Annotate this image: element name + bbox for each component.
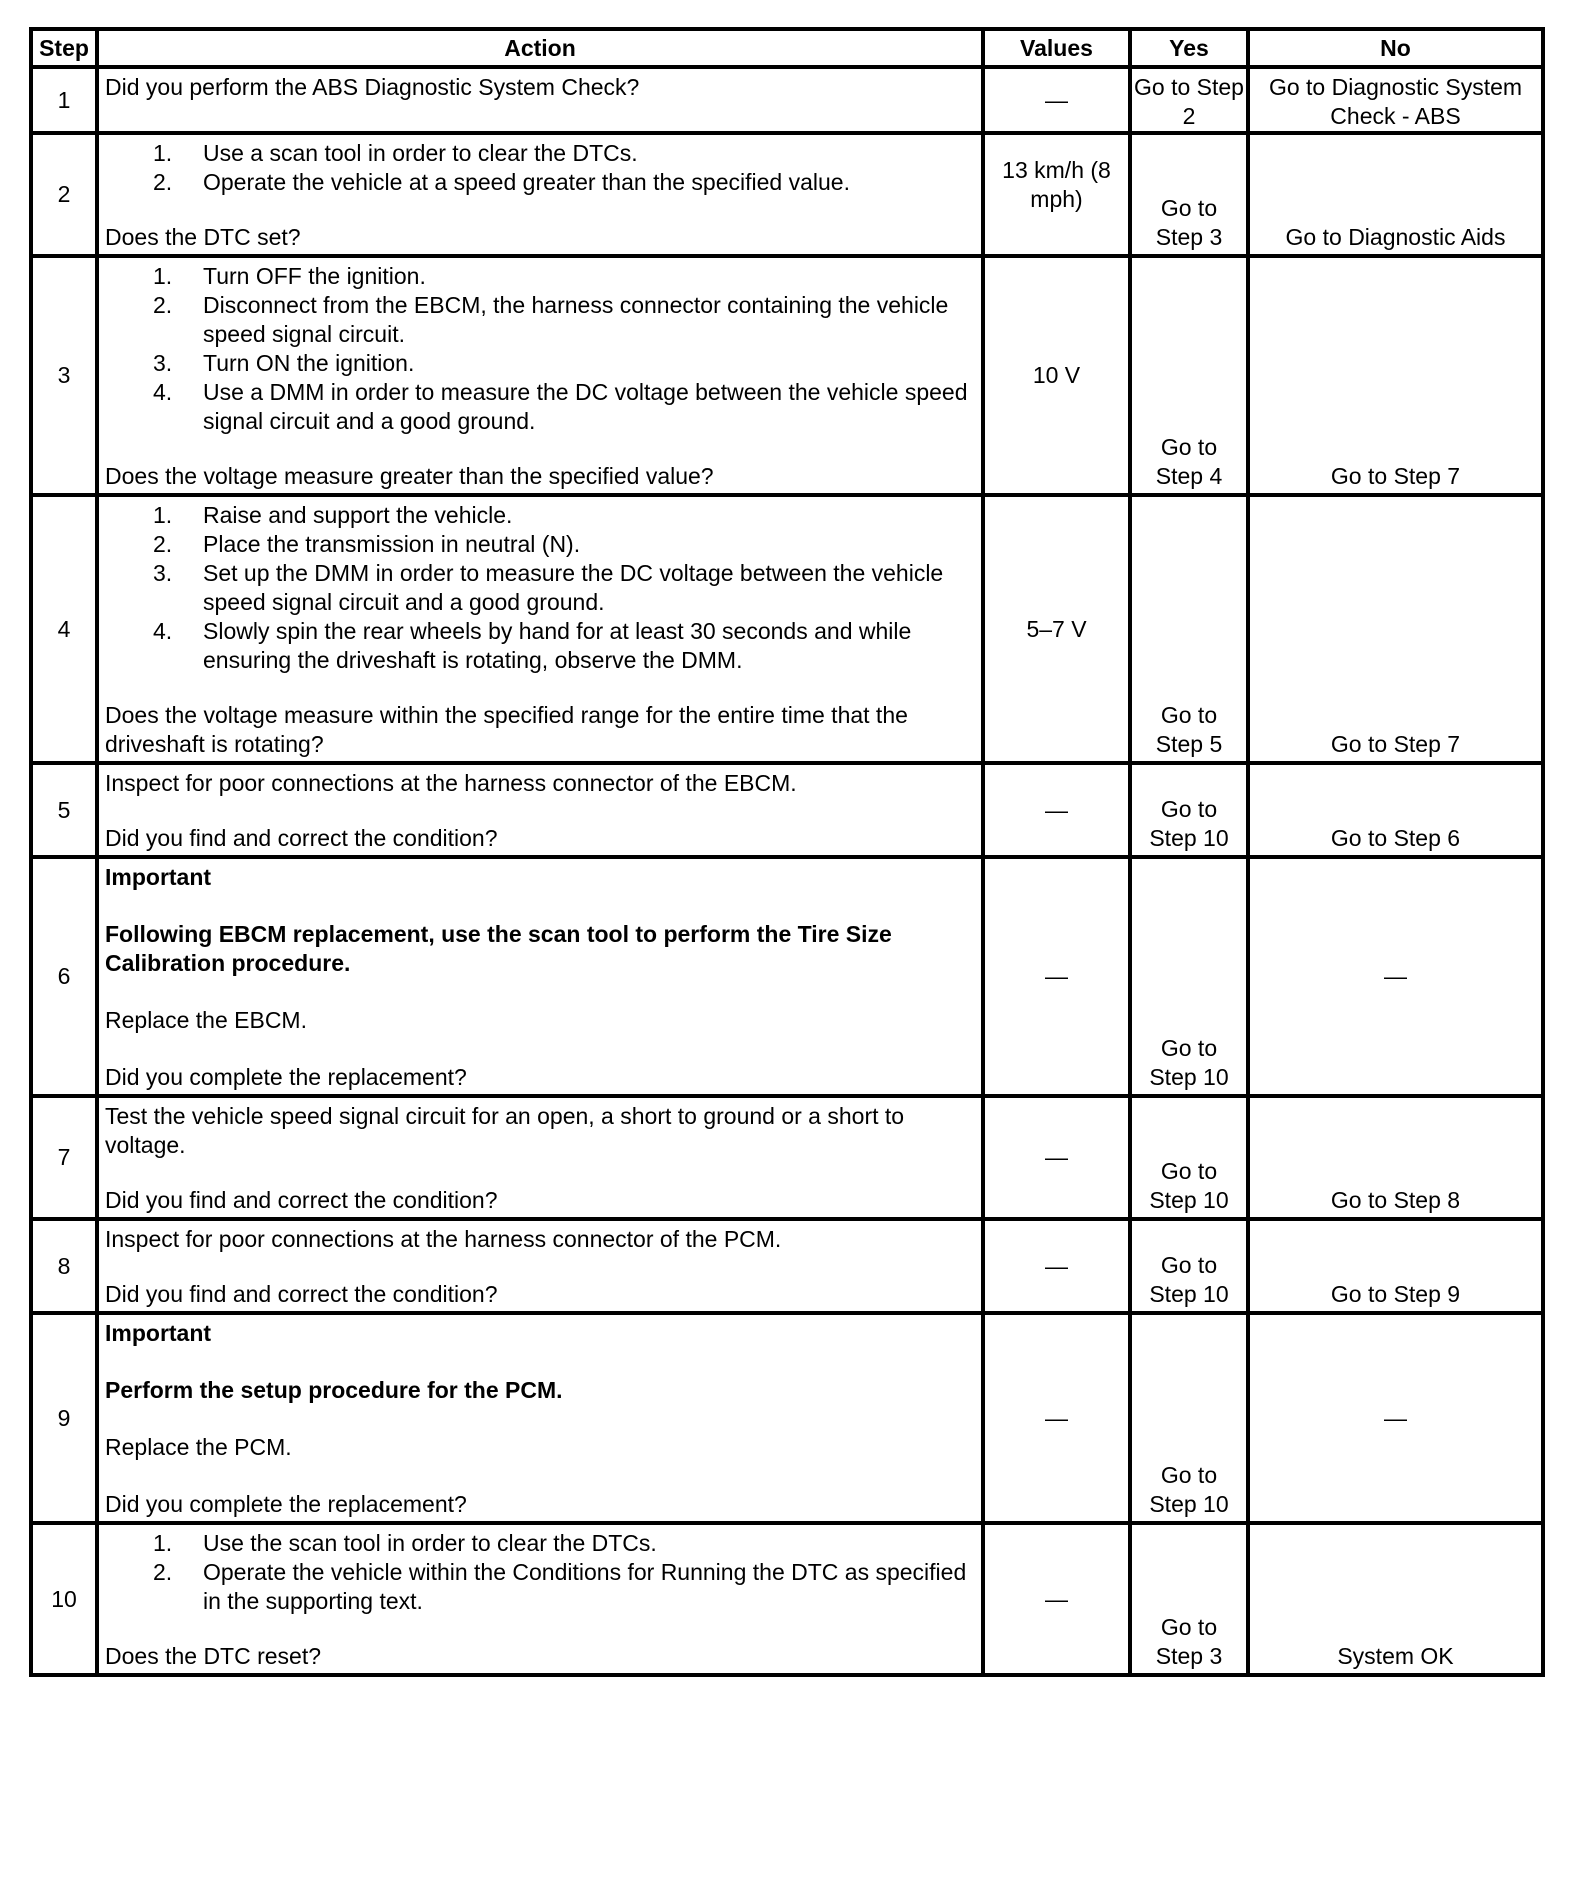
table-row: [31, 67, 1543, 133]
values-cell: —: [983, 857, 1130, 1096]
list-item: 3. Set up the DMM in order to measure the DC voltage between the vehicle speed signal circuit and a good ground.: [153, 560, 944, 615]
values-cell: —: [983, 67, 1130, 133]
yes-cell: Go to Step 3: [1155, 1614, 1223, 1669]
step-number: 6: [31, 857, 97, 1096]
no-cell: —: [1248, 1313, 1543, 1523]
no-cell: Go to Diagnostic Aids: [1285, 224, 1506, 250]
table-row: [31, 1096, 1543, 1219]
action-list: [105, 262, 975, 436]
action-question: Did you complete the replacement?: [105, 1064, 467, 1090]
header-step: Step: [31, 29, 97, 67]
important-note: Following EBCM replacement, use the scan tool to perform the Tire Size Calibration procedure.: [105, 921, 892, 976]
list-item: 4. Use a DMM in order to measure the DC voltage between the vehicle speed signal circuit and a good ground.: [153, 379, 968, 434]
important-label: Important: [105, 1320, 212, 1346]
action-question: Did you complete the replacement?: [105, 1491, 467, 1517]
table-row: [31, 857, 1543, 1096]
yes-cell: Go to Step 10: [1149, 1035, 1229, 1090]
list-item: 1. Turn OFF the ignition.: [153, 263, 426, 289]
list-item: 1. Raise and support the vehicle.: [153, 502, 513, 528]
action-text: Test the vehicle speed signal circuit for an open, a short to ground or a short to voltage.: [105, 1103, 905, 1158]
values-cell: —: [983, 1313, 1130, 1523]
action-list: [105, 1529, 975, 1616]
action-list: [105, 501, 975, 675]
action-list: [105, 139, 975, 197]
table-row: [31, 1313, 1543, 1523]
values-cell: —: [983, 1219, 1130, 1313]
step-number: 8: [31, 1219, 97, 1313]
step-number: 3: [31, 256, 97, 495]
values-cell: —: [983, 763, 1130, 857]
action-question: Does the DTC set?: [105, 224, 301, 250]
action-question: Does the voltage measure within the specified range for the entire time that the driveshaft is rotating?: [105, 702, 908, 757]
action-question: Does the DTC reset?: [105, 1643, 322, 1669]
table-row: [31, 763, 1543, 857]
list-item: 2. Operate the vehicle at a speed greater than the specified value.: [153, 169, 850, 195]
list-item: 1. Use the scan tool in order to clear the DTCs.: [153, 1530, 657, 1556]
no-cell: —: [1248, 857, 1543, 1096]
values-cell: —: [983, 1523, 1130, 1675]
action-text: Inspect for poor connections at the harness connector of the EBCM.: [105, 770, 797, 796]
step-number: 9: [31, 1313, 97, 1523]
header-values: Values: [983, 29, 1130, 67]
table-row: [31, 1523, 1543, 1675]
step-number: 2: [31, 133, 97, 256]
table-row: [31, 133, 1543, 256]
no-cell: Go to Step 9: [1330, 1281, 1461, 1307]
table-row: [31, 256, 1543, 495]
yes-cell: Go to Step 10: [1149, 1158, 1229, 1213]
action-question: Did you find and correct the condition?: [105, 1281, 498, 1307]
step-number: 4: [31, 495, 97, 763]
table-row: [31, 495, 1543, 763]
yes-cell: Go to Step 10: [1149, 796, 1229, 851]
action-text: Did you perform the ABS Diagnostic System Check?: [105, 74, 640, 100]
yes-cell: Go to Step 10: [1149, 1252, 1229, 1307]
header-no: No: [1248, 29, 1543, 67]
header-row: [31, 29, 1543, 67]
no-cell: Go to Diagnostic System Check - ABS: [1268, 74, 1523, 129]
action-text: Replace the EBCM.: [105, 1007, 307, 1033]
no-cell: Go to Step 8: [1330, 1187, 1461, 1213]
step-number: 5: [31, 763, 97, 857]
yes-cell: Go to Step 4: [1155, 434, 1223, 489]
list-item: 1. Use a scan tool in order to clear the DTCs.: [153, 140, 638, 166]
step-number: 10: [31, 1523, 97, 1675]
important-note: Perform the setup procedure for the PCM.: [105, 1377, 563, 1403]
yes-cell: Go to Step 3: [1155, 195, 1223, 250]
table-row: [31, 1219, 1543, 1313]
header-yes: Yes: [1130, 29, 1248, 67]
action-text: Inspect for poor connections at the harness connector of the PCM.: [105, 1226, 782, 1252]
list-item: 2. Disconnect from the EBCM, the harness connector containing the vehicle speed signal circuit.: [153, 292, 949, 347]
no-cell: Go to Step 6: [1330, 825, 1461, 851]
action-question: Did you find and correct the condition?: [105, 825, 498, 851]
values-cell: —: [983, 1096, 1130, 1219]
no-cell: Go to Step 7: [1330, 731, 1461, 757]
action-text: Replace the PCM.: [105, 1434, 292, 1460]
list-item: 3. Turn ON the ignition.: [153, 350, 415, 376]
yes-cell: Go to Step 2: [1134, 74, 1244, 129]
list-item: 2. Operate the vehicle within the Conditions for Running the DTC as specified in the supporting text.: [153, 1559, 967, 1614]
yes-cell: Go to Step 10: [1149, 1462, 1229, 1517]
list-item: 2. Place the transmission in neutral (N).: [153, 531, 581, 557]
header-action: Action: [97, 29, 983, 67]
diagnostic-table: [29, 27, 1545, 1677]
important-label: Important: [105, 864, 212, 890]
values-cell: 10 V: [983, 256, 1130, 495]
action-question: Did you find and correct the condition?: [105, 1187, 498, 1213]
list-item: 4. Slowly spin the rear wheels by hand for at least 30 seconds and while ensuring the driveshaft is rotating, observe the DMM.: [153, 618, 912, 673]
step-number: 1: [31, 67, 97, 133]
yes-cell: Go to Step 5: [1155, 702, 1223, 757]
values-cell: 13 km/h (8 mph): [1002, 156, 1111, 212]
step-number: 7: [31, 1096, 97, 1219]
values-cell: 5–7 V: [983, 495, 1130, 763]
no-cell: Go to Step 7: [1330, 463, 1461, 489]
no-cell: System OK: [1337, 1643, 1454, 1669]
action-question: Does the voltage measure greater than the specified value?: [105, 463, 714, 489]
